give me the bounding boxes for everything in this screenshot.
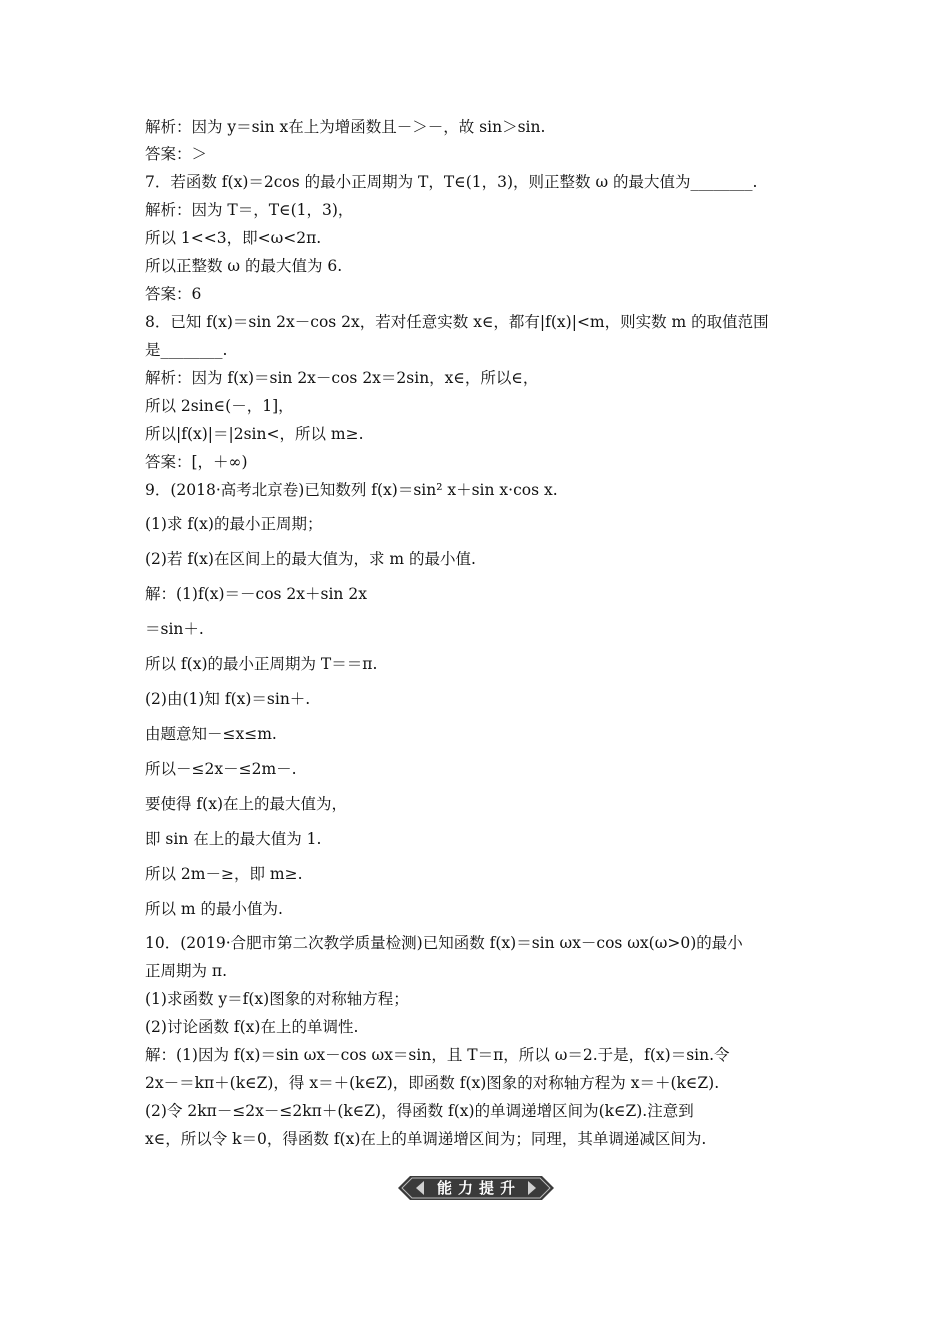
section-banner [396, 1174, 556, 1202]
sub-question: (2)若 f(x)在区间上的最大值为，求 m 的最小值. [145, 550, 476, 568]
solution-line: 解：(1)因为 f(x)＝sin ωx－cos ωx＝sin，且 T＝π，所以 ω＝2.于是，f(x)＝sin.令 [145, 1046, 730, 1064]
analysis-line: 所以 2sin∈(－，1]， [145, 397, 294, 415]
solution-line: 所以 2m－≥，即 m≥. [145, 865, 303, 883]
analysis-line: 所以|f(x)|＝|2sin<，所以 m≥. [145, 425, 364, 443]
solution-line: x∈，所以令 k＝0，得函数 f(x)在上的单调递增区间为；同理，其单调递减区间为. [145, 1130, 707, 1148]
question-10: 10．(2019·合肥市第二次教学质量检测)已知函数 f(x)＝sin ωx－cos ωx(ω>0)的最小 [145, 934, 743, 952]
question-8-cont: 是________. [145, 341, 228, 359]
solution-line: 所以 m 的最小值为. [145, 900, 283, 918]
sub-question: (1)求 f(x)的最小正周期； [145, 515, 323, 533]
solution-line: 即 sin 在上的最大值为 1. [145, 830, 322, 848]
solution-line: 所以－≤2x－≤2m－. [145, 760, 297, 778]
banner-label: 能力提升 [436, 1179, 521, 1197]
solution-line: (2)令 2kπ－≤2x－≤2kπ＋(k∈Z)，得函数 f(x)的单调递增区间为(k∈Z).注意到 [145, 1102, 694, 1120]
analysis-line: 解析：因为 T＝，T∈(1，3)， [145, 201, 354, 219]
analysis-line: 解析：因为 y＝sin x在上为增函数且－＞－，故 sin＞sin. [145, 118, 546, 136]
sub-question: (1)求函数 y＝f(x)图象的对称轴方程； [145, 990, 409, 1008]
question-8: 8．已知 f(x)＝sin 2x－cos 2x，若对任意实数 x∈，都有|f(x)|<m，则实数 m 的取值范围 [145, 313, 769, 331]
question-9: 9．(2018·高考北京卷)已知数列 f(x)＝sin² x＋sin x·cos x. [145, 481, 558, 499]
solution-line: 要使得 f(x)在上的最大值为， [145, 795, 348, 813]
solution-line: 解：(1)f(x)＝－cos 2x＋sin 2x [145, 585, 367, 603]
solution-line: (2)由(1)知 f(x)＝sin＋. [145, 690, 311, 708]
sub-question: (2)讨论函数 f(x)在上的单调性. [145, 1018, 359, 1036]
question-7: 7．若函数 f(x)＝2cos 的最小正周期为 T，T∈(1，3)，则正整数 ω 的最大值为________. [145, 173, 758, 191]
solution-line: ＝sin＋. [145, 620, 204, 638]
analysis-line: 所以正整数 ω 的最大值为 6. [145, 257, 343, 275]
analysis-line: 解析：因为 f(x)＝sin 2x－cos 2x＝2sin，x∈，所以∈， [145, 369, 539, 387]
solution-line: 所以 f(x)的最小正周期为 T＝＝π. [145, 655, 378, 673]
answer-line: 答案：6 [145, 285, 202, 303]
document-body [145, 118, 810, 1148]
answer-line: 答案：＞ [145, 145, 208, 163]
solution-line: 2x－＝kπ＋(k∈Z)，得 x＝＋(k∈Z)，即函数 f(x)图象的对称轴方程为 x＝＋(k∈Z). [145, 1074, 720, 1092]
question-10-cont: 正周期为 π. [145, 962, 228, 980]
solution-line: 由题意知－≤x≤m. [145, 725, 277, 743]
analysis-line: 所以 1<<3，即<ω<2π. [145, 229, 322, 247]
answer-line: 答案：[，＋∞) [145, 453, 248, 471]
